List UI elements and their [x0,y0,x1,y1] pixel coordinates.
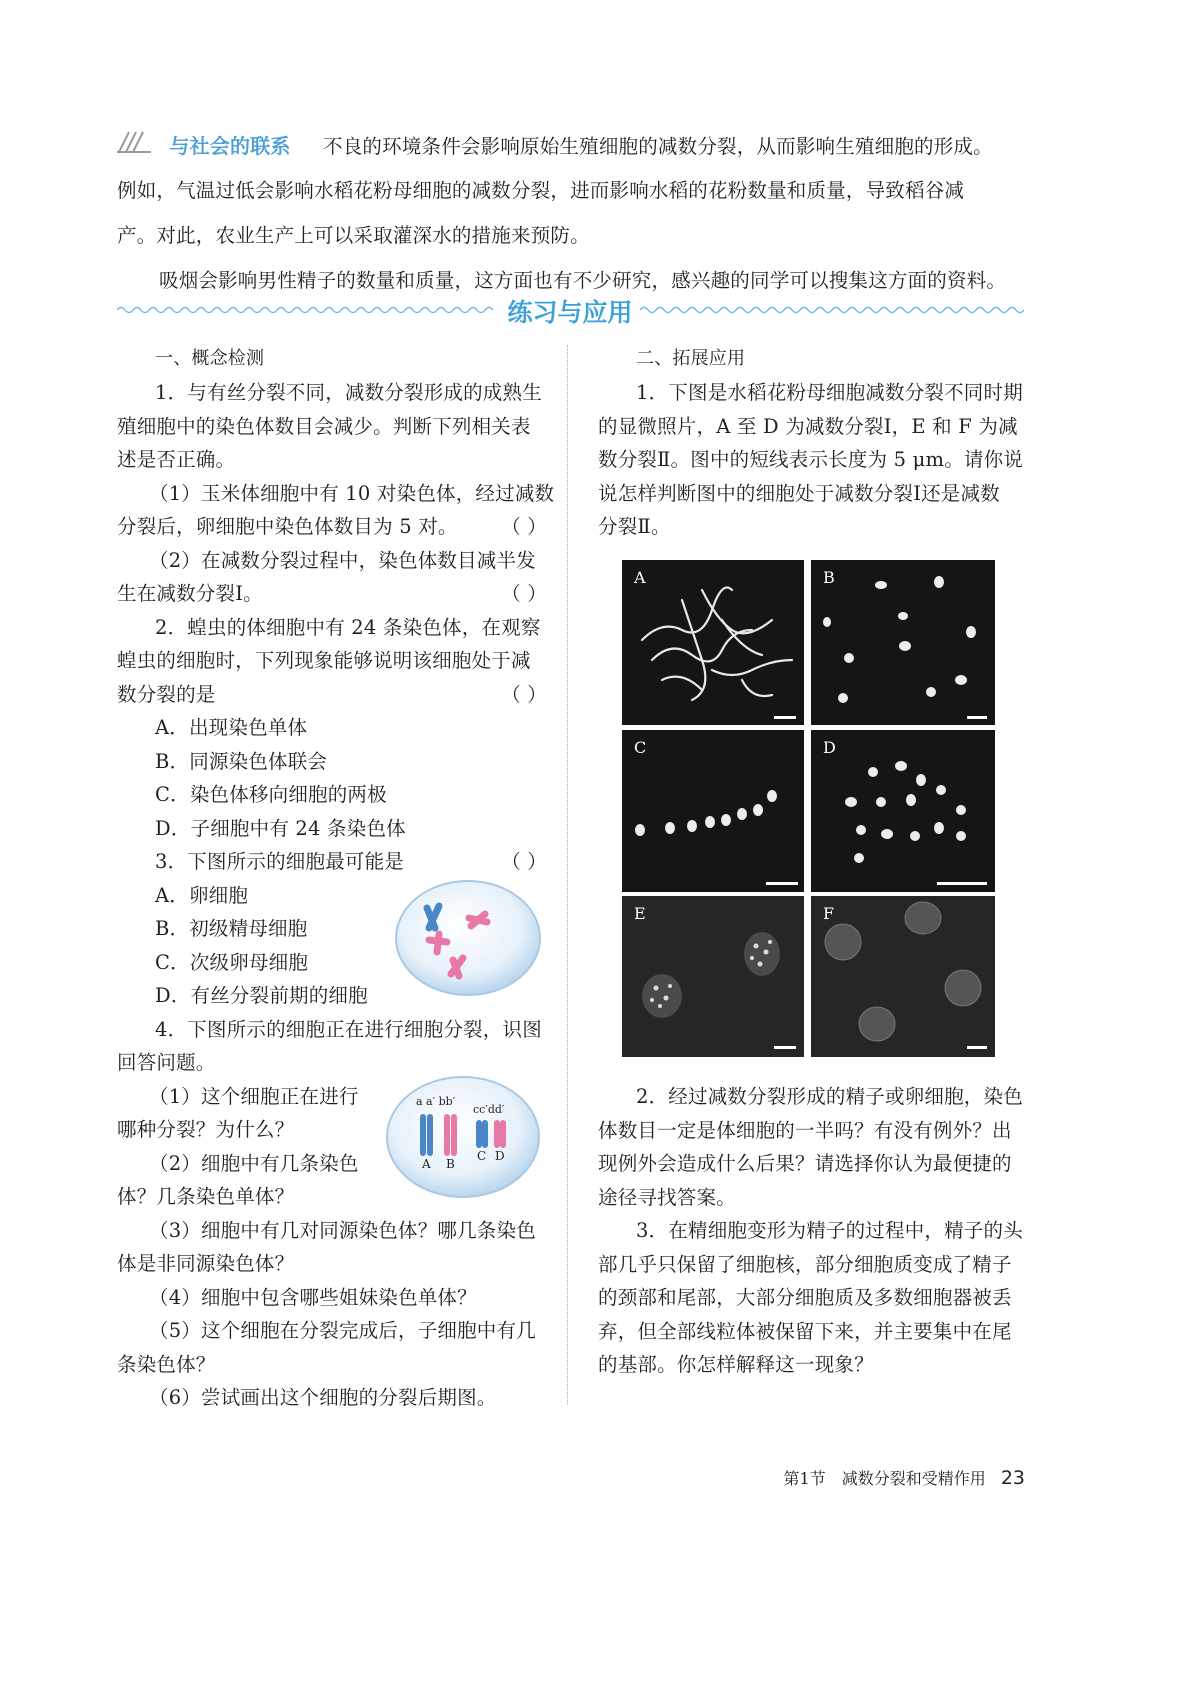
q2-line: 数分裂的是 [117,682,216,706]
q4-5-line: 条染色体？ [117,1352,216,1376]
q2-option: A．出现染色单体 [155,716,308,739]
micrograph-f [811,896,995,1057]
micrograph-label: E [634,904,646,923]
q1-2-line: （2）在减数分裂过程中，染色体数目减半发 [149,548,536,572]
society-line-3: 产。对此，农业生产上可以采取灌深水的措施来预防。 [117,224,590,247]
section-title: 练习与应用 [507,298,633,327]
answer-blank[interactable]: （ ） [501,582,547,605]
society-line-2: 例如，气温过低会影响水稻花粉母细胞的减数分裂，进而影响水稻的花粉数量和质量，导致稻谷减 [117,179,965,202]
q2-line: 蝗虫的细胞时，下列现象能够说明该细胞处于减 [117,649,531,672]
fig4-label-c: C [477,1149,487,1163]
q4-2-line: 体？几条染色单体？ [117,1185,295,1208]
r-q3-line: 的颈部和尾部，大部分细胞质及多数细胞器被丢 [598,1286,1012,1309]
q2-option: B．同源染色体联会 [155,749,328,773]
q4-cell-figure [383,1075,543,1200]
r-q1-line: 1．下图是水稻花粉母细胞减数分裂不同时期 [636,381,1023,404]
answer-blank[interactable]: （ ） [501,850,547,873]
micrograph-b [811,560,995,725]
r-q1-line: 分裂Ⅱ。 [598,515,671,538]
micrograph-grid [622,560,995,1057]
answer-blank[interactable]: （ ） [501,682,547,706]
micrograph-label: C [634,738,647,757]
q3-option: A．卵细胞 [155,883,249,907]
r-q1-line: 数分裂Ⅱ。图中的短线表示长度为 5 μm。请你说 [598,448,1024,471]
fig4-label-top-right: cc′dd′ [473,1103,505,1116]
q3-option: D．有丝分裂前期的细胞 [155,984,368,1007]
q4-3-line: （3）细胞中有几对同源染色体？哪几条染色 [149,1218,536,1242]
society-line-4: 吸烟会影响男性精子的数量和质量，这方面也有不少研究，感兴趣的同学可以搜集这方面的资料。 [159,269,1007,292]
society-connection [117,127,1127,300]
q1-line: 述是否正确。 [117,448,236,471]
q4-line: 回答问题。 [117,1051,216,1074]
q1-1-line: 分裂后，卵细胞中染色体数目为 5 对。 [117,515,458,538]
micrograph-label: A [634,568,646,587]
micrograph-label: F [823,904,835,923]
q4-5-line: （5）这个细胞在分裂完成后，子细胞中有几 [149,1319,536,1342]
fig4-label-top-left: a a′ bb′ [416,1095,456,1108]
r-q3-line: 的基部。你怎样解释这一现象？ [598,1353,874,1376]
q4-1-line: （1）这个细胞正在进行 [149,1084,359,1108]
r-q1-line: 的显微照片，A 至 D 为减数分裂Ⅰ，E 和 F 为减 [598,414,1018,438]
wavy-divider-right [640,305,1025,315]
q1-line: 殖细胞中的染色体数目会减少。判断下列相关表 [117,414,531,438]
left-heading: 一、概念检测 [155,348,265,369]
q1-line: 1．与有丝分裂不同，减数分裂形成的成熟生 [155,381,542,404]
r-q3-line: 3．在精细胞变形为精子的过程中，精子的头 [636,1219,1023,1242]
right-column-lower [598,1078,1023,1380]
fig4-label-d: D [495,1149,505,1163]
right-heading: 二、拓展应用 [636,348,746,369]
q4-2-line: （2）细胞中有几条染色 [149,1151,359,1175]
society-badge: 与社会的联系 [169,134,291,158]
q4-6-line: （6）尝试画出这个细胞的分裂后期图。 [149,1386,497,1409]
micrograph-c [622,730,804,892]
r-q2-line: 现例外会造成什么后果？请选择你认为最便捷的 [598,1152,1012,1175]
r-q3-line: 弃，但全部线粒体被保留下来，并主要集中在尾 [598,1319,1012,1343]
q2-option: C．染色体移向细胞的两极 [155,783,387,806]
r-q2-line: 体数目一定是体细胞的一半吗？有没有例外？出 [598,1118,1012,1142]
stripes-icon [117,129,157,167]
r-q1-line: 说怎样判断图中的细胞处于减数分裂Ⅰ还是减数 [598,481,1000,505]
micrograph-d [811,730,995,892]
page-number: 23 [1000,1467,1025,1489]
micrograph-label: D [823,738,836,757]
footer-section: 第1节 减数分裂和受精作用 [783,1469,986,1488]
society-line-1: 不良的环境条件会影响原始生殖细胞的减数分裂，从而影响生殖细胞的形成。 [323,135,993,158]
micrograph-label: B [823,568,835,587]
fig4-label-a: A [422,1157,431,1171]
wavy-divider-left [117,305,497,315]
q4-line: 4．下图所示的细胞正在进行细胞分裂，识图 [155,1017,542,1041]
q2-option: D．子细胞中有 24 条染色体 [155,816,406,840]
column-divider [567,345,568,1405]
q4-3-line: 体是非同源染色体？ [117,1252,295,1275]
fig4-label-b: B [446,1157,455,1171]
q1-1-line: （1）玉米体细胞中有 10 对染色体，经过减数 [149,481,555,505]
q4-1-line: 哪种分裂？为什么？ [117,1118,295,1141]
left-column [117,340,555,1413]
r-q2-line: 2．经过减数分裂形成的精子或卵细胞，染色 [636,1085,1023,1108]
page-footer [760,1466,1025,1489]
r-q2-line: 途径寻找答案。 [598,1185,736,1209]
q2-line: 2．蝗虫的体细胞中有 24 条染色体，在观察 [155,615,541,639]
q3-option: C．次级卵母细胞 [155,950,309,974]
micrograph-e [622,896,804,1057]
q3-line: 3．下图所示的细胞最可能是 [155,850,405,873]
q1-2-line: 生在减数分裂Ⅰ。 [117,582,263,605]
right-column [598,340,1023,542]
r-q3-line: 部几乎只保留了细胞核，部分细胞质变成了精子 [598,1252,1012,1276]
answer-blank[interactable]: （ ） [501,515,547,538]
q3-cell-figure [393,878,543,998]
q3-option: B．初级精母细胞 [155,917,308,940]
micrograph-a [622,560,804,725]
q4-4-line: （4）细胞中包含哪些姐妹染色单体？ [149,1285,477,1309]
